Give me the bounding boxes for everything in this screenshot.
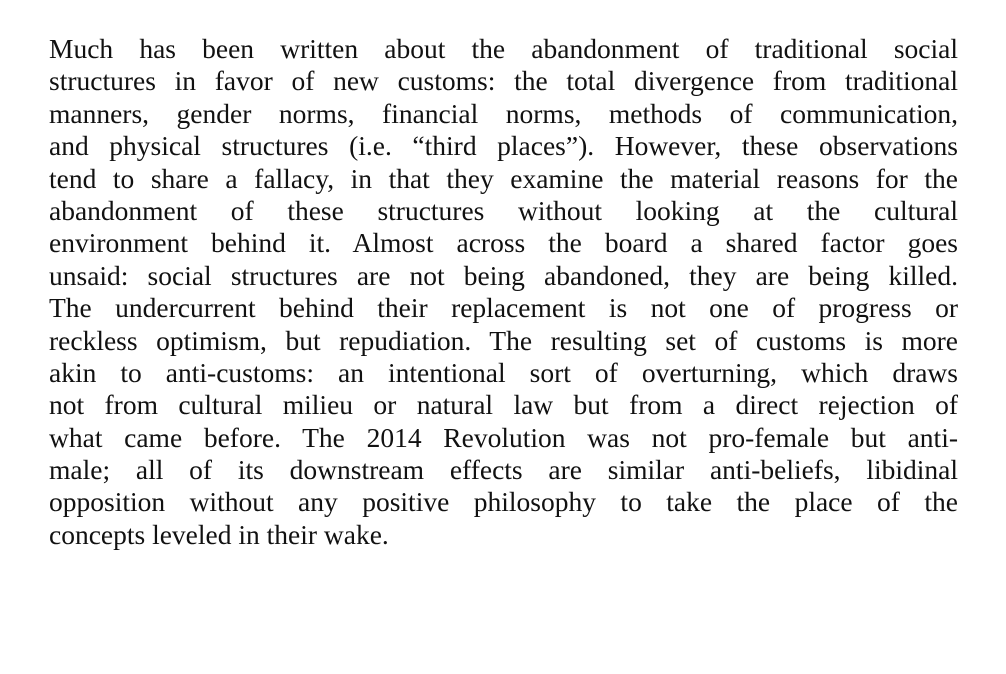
- paragraph-line: and physical structures (i.e. “third places”). However, these observations: [49, 130, 958, 162]
- paragraph-line: environment behind it. Almost across the board a shared factor goes: [49, 227, 958, 259]
- paragraph-line: manners, gender norms, financial norms, methods of communication,: [49, 97, 958, 129]
- paragraph-line: not from cultural milieu or natural law but from a direct rejection of: [49, 389, 958, 421]
- paragraph-line: tend to share a fallacy, in that they examine the material reasons for the: [49, 162, 958, 194]
- paragraph-line: concepts leveled in their wake.: [49, 518, 389, 550]
- paragraph-line: reckless optimism, but repudiation. The resulting set of customs is more: [49, 324, 958, 356]
- paragraph-line: unsaid: social structures are not being abandoned, they are being killed.: [49, 259, 958, 291]
- paragraph-line: Much has been written about the abandonment of traditional social: [49, 33, 958, 64]
- paragraph-line: male; all of its downstream effects are similar anti-beliefs, libidinal: [49, 454, 958, 486]
- paragraph-line: what came before. The 2014 Revolution was not pro-female but anti-: [49, 421, 958, 453]
- paragraph-line: structures in favor of new customs: the total divergence from traditional: [49, 65, 958, 97]
- paragraph-line: abandonment of these structures without looking at the cultural: [49, 194, 958, 226]
- paragraph-line: opposition without any positive philosophy to take the place of the: [49, 486, 958, 518]
- paragraph-line: The undercurrent behind their replacement is not one of progress or: [49, 292, 958, 324]
- paragraph-line: akin to anti-customs: an intentional sort of overturning, which draws: [49, 356, 958, 388]
- body-paragraph: [49, 33, 958, 551]
